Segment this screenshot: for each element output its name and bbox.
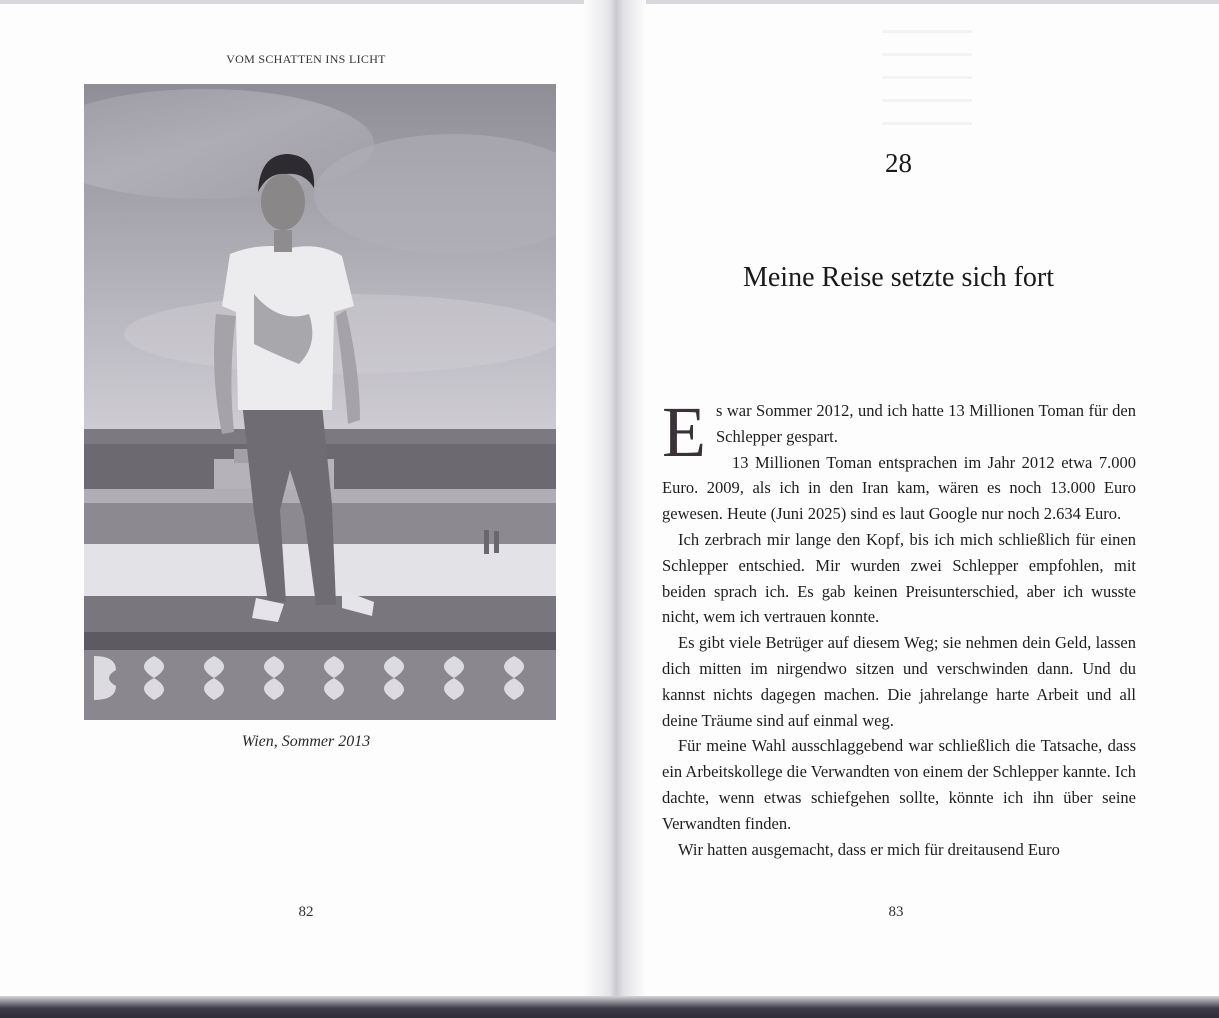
photo-caption: Wien, Sommer 2013 [241,733,371,750]
paragraph: 13 Millionen Toman entsprachen im Jahr 2012 etwa 7.000 Euro. 2009, als ich in den Iran kam, wären es noch 13.000 Euro gewesen. Heute (Juni 2025) sind es laut Google nur noch 2.634 Euro. [662,452,1136,524]
photo [84,84,556,720]
chapter-number: 28 [885,148,912,178]
paragraph: Für meine Wahl ausschlaggebend war schließlich die Tatsache, dass ein Arbeitskollege die Verwandten von einem der Schlepper kannte. Ich dachte, wenn etwas schiefgehen sollte, könnte ich ihn über seine Verwandten finden. [662,736,1136,833]
book-bottom-edge [0,996,1219,1018]
paragraph: Es gibt viele Betrüger auf diesem Weg; sie nehmen dein Geld, lassen dich mitten im nirgendwo sitzen und verschwinden dann. Und du kannst nichts dagegen machen. Die jahrelange harte Arbeit und all deine Träume sind auf einmal weg. [662,633,1136,730]
bleed-through [882,10,972,135]
paragraph: Wir hatten ausgemacht, dass er mich für dreitausend Euro [678,839,1060,859]
drop-cap: E [662,392,706,472]
paragraph-text: s war Sommer 2012, und ich hatte 13 Millionen Toman für den Schlepper gespart. [715,401,1136,446]
chapter-body [662,392,1136,862]
chapter-title: Meine Reise setzte sich fort [742,262,1054,293]
photo-image [84,84,556,720]
page-number-left: 82 [298,904,314,920]
paragraph [662,392,1136,472]
running-head: VOM SCHATTEN INS LICHT [226,52,386,66]
paragraph: Ich zerbrach mir lange den Kopf, bis ich mich schließlich für einen Schlepper entschied. Mir wurden zwei Schlepper empfohlen, mit beiden sprach ich. Es gab keinen Preisunterschied, aber ich wusste nicht, wem ich vertrauen konnte. [662,529,1136,627]
page-number-right: 83 [888,904,904,920]
